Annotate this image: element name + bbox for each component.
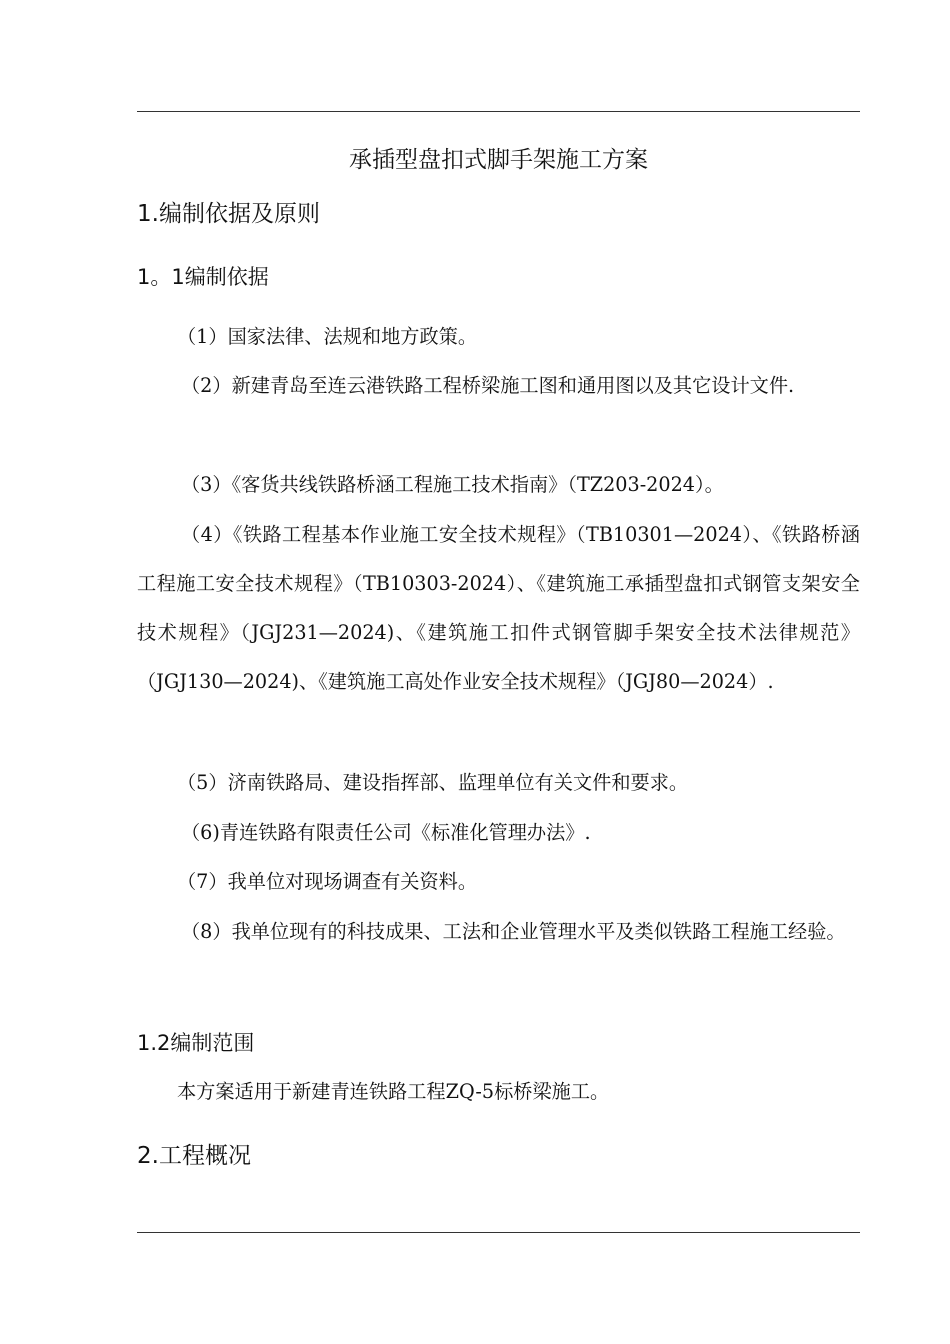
list-item: （4）《铁路工程基本作业施工安全技术规程》（TB10301—2024）、《铁路桥涵工程施工安全技术规程》（TB10303-2024）、《建筑施工承插型盘扣式钢管支架安全技术规程》（JGJ231—2024)、《建筑施工扣件式钢管脚手架安全技术法律规范》（JGJ130—2024)、《建筑施工高处作业安全技术规程》（JGJ80—2024）. bbox=[137, 523, 860, 693]
list-item: （8）我单位现有的科技成果、工法和企业管理水平及类似铁路工程施工经验。 bbox=[181, 920, 846, 943]
footer-rule bbox=[137, 1232, 860, 1233]
subsection-heading-1-1: 1。1编制依据 bbox=[137, 265, 269, 289]
list-item: （1）国家法律、法规和地方政策。 bbox=[177, 325, 478, 348]
scope-paragraph: 本方案适用于新建青连铁路工程ZQ-5标桥梁施工。 bbox=[177, 1080, 610, 1103]
header-rule bbox=[137, 111, 860, 112]
list-item: （6)青连铁路有限责任公司《标准化管理办法》. bbox=[181, 821, 591, 844]
list-item: （2）新建青岛至连云港铁路工程桥梁施工图和通用图以及其它设计文件. bbox=[181, 374, 795, 397]
section-heading-2: 2.工程概况 bbox=[137, 1143, 251, 1169]
subsection-heading-1-2: 1.2编制范围 bbox=[137, 1031, 255, 1055]
list-item: （7）我单位对现场调查有关资料。 bbox=[177, 870, 478, 893]
list-item: （3）《客货共线铁路桥涵工程施工技术指南》（TZ203-2024）。 bbox=[181, 473, 724, 496]
document-title: 承插型盘扣式脚手架施工方案 bbox=[349, 147, 648, 173]
list-item: （5）济南铁路局、建设指挥部、监理单位有关文件和要求。 bbox=[177, 771, 689, 794]
section-heading-1: 1.编制依据及原则 bbox=[137, 201, 320, 227]
